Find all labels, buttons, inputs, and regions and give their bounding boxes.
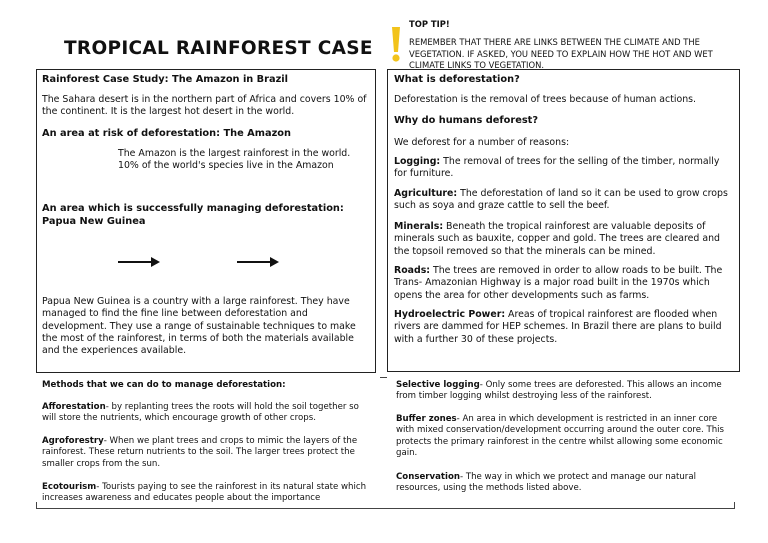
page-title: TROPICAL RAINFOREST CASE xyxy=(64,38,373,59)
why-intro: We deforest for a number of reasons: xyxy=(394,137,570,148)
reason-roads: Roads: The trees are removed in order to allow roads to be built. The Trans- Amazonian Highway is a major road built in the 1970s which opens the area for other developments such as farms. xyxy=(394,265,723,301)
png-text: Papua New Guinea is a country with a large rainforest. They have managed to find the fine line between deforestation and development. They use a range of sustainable techniques to make the most of the rainforest, in terms of both the materials available and the experiences available. xyxy=(42,296,356,357)
reason-hep: Hydroelectric Power: Areas of tropical rainforest are flooded when rivers are dammed for HEP schemes. In Brazil there are plans to build with a further 30 of these projects. xyxy=(394,309,722,345)
method-selective-logging: Selective logging- Only some trees are deforested. This allows an income from timber logging whilst destroying less of the rainforest. xyxy=(396,380,722,402)
case-study-heading: Rainforest Case Study: The Amazon in Brazil xyxy=(42,74,289,85)
bottom-border-tick xyxy=(36,502,37,509)
what-heading: What is deforestation? xyxy=(394,74,520,85)
methods-heading: Methods that we can do to manage deforestation: xyxy=(42,380,286,390)
reason-minerals: Minerals: Beneath the tropical rainforest are valuable deposits of minerals such as bauxite, copper and gold. The trees are cleared and the topsoil removed so that the minerals can be mined. xyxy=(394,221,720,257)
arrow-right-icon xyxy=(237,257,279,267)
arrow-right-icon xyxy=(118,257,160,267)
exclamation-icon xyxy=(391,27,401,63)
at-risk-heading: An area at risk of deforestation: The Amazon xyxy=(42,128,291,139)
top-tip-text: REMEMBER THAT THERE ARE LINKS BETWEEN THE CLIMATE AND THE VEGETATION. IF ASKED, YOU NEED TO EXPLAIN HOW THE HOT AND WET CLIMATE LINKS TO VEGETATION. xyxy=(409,36,713,71)
sahara-text: The Sahara desert is in the northern part of Africa and covers 10% of the continent. It is the largest hot desert in the world. xyxy=(42,94,367,118)
method-ecotourism: Ecotourism- Tourists paying to see the rainforest in its natural state which increases awareness and educates people about the importance xyxy=(42,482,367,504)
managing-heading: An area which is successfully managing deforestation: Papua New Guinea xyxy=(42,203,344,227)
method-afforestation: Afforestation- by replanting trees the roots will hold the soil together so will store the nutrients, which encourage growth of other crops. xyxy=(42,402,359,424)
reason-logging: Logging: The removal of trees for the selling of the timber, normally for furniture. xyxy=(394,156,720,180)
bottom-border-tick xyxy=(734,502,735,509)
method-conservation: Conservation- The way in which we protect and manage our natural resources, using the methods listed above. xyxy=(396,472,696,494)
bottom-border xyxy=(36,508,735,510)
method-buffer-zones: Buffer zones- An area in which development is restricted in an inner core with mixed conservation/development occurring around the outer core. This protects the primary rainforest in the centre whilst allowing some economic gain. xyxy=(396,414,725,458)
method-agroforestry: Agroforestry- When we plant trees and crops to mimic the layers of the rainforest. These return nutrients to the soil. The larger trees protect the smaller crops from the sun. xyxy=(42,436,358,469)
amazon-text: The Amazon is the largest rainforest in the world. 10% of the world's species live in the Amazon xyxy=(118,148,351,172)
top-tip xyxy=(409,19,744,71)
divider xyxy=(380,377,387,378)
why-heading: Why do humans deforest? xyxy=(394,115,539,126)
top-tip-heading: TOP TIP! xyxy=(409,19,450,29)
what-text: Deforestation is the removal of trees because of human actions. xyxy=(394,94,697,105)
reason-agriculture: Agriculture: The deforestation of land so it can be used to grow crops such as soya and graze cattle to sell the beef. xyxy=(394,188,728,212)
